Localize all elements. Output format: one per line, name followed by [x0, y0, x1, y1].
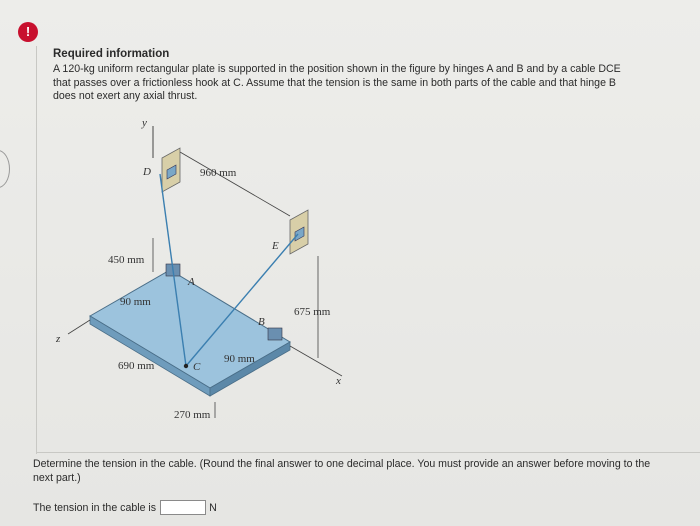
- tension-answer-input[interactable]: [160, 500, 206, 515]
- point-d-label: D: [143, 166, 151, 178]
- left-border: [36, 46, 37, 454]
- y-axis-label: y: [142, 117, 147, 129]
- question-line-2: next part.): [33, 471, 81, 484]
- question-line-1: Determine the tension in the cable. (Round the final answer to one decimal place. You must provide an answer before moving to the: [33, 458, 651, 470]
- dim-960-line: [180, 152, 290, 216]
- problem-line-3: does not exert any axial thrust.: [53, 90, 198, 102]
- side-panel-edge: [0, 150, 10, 188]
- dim-690-label: 690 mm: [118, 360, 155, 372]
- x-axis-label: x: [336, 375, 341, 387]
- dim-675-label: 675 mm: [294, 306, 331, 318]
- point-e-label: E: [272, 240, 279, 252]
- point-c-label: C: [193, 361, 201, 373]
- section-divider: [36, 452, 700, 453]
- z-axis-label: z: [56, 333, 61, 345]
- plate-figure: [50, 112, 370, 432]
- x-axis-line: [290, 346, 342, 376]
- dim-960-label: 960 mm: [200, 167, 237, 179]
- z-axis-line: [68, 320, 90, 334]
- question-prompt: [33, 458, 700, 485]
- answer-prefix: The tension in the cable is: [33, 501, 157, 514]
- dim-270-label: 270 mm: [174, 409, 211, 421]
- dim-90-left-label: 90 mm: [120, 296, 151, 308]
- alert-icon: !: [18, 22, 38, 42]
- dim-90-right-label: 90 mm: [224, 353, 255, 365]
- point-a-label: A: [188, 276, 195, 288]
- required-info-title: Required information: [53, 48, 170, 60]
- problem-line-1: A 120-kg uniform rectangular plate is supported in the position shown in the figure by hinges A and B and by a cable DCE: [53, 63, 621, 75]
- plate-diagram: [50, 112, 370, 432]
- point-b-label: B: [258, 316, 265, 328]
- problem-statement: [53, 63, 693, 104]
- problem-line-2: that passes over a frictionless hook at C. Assume that the tension is the same in both parts of the cable and that hinge B: [53, 76, 616, 89]
- answer-unit: N: [209, 501, 217, 514]
- dim-450-label: 450 mm: [108, 254, 145, 266]
- hinge-b: [268, 328, 282, 340]
- answer-row: [33, 500, 217, 515]
- hook-c: [184, 364, 188, 368]
